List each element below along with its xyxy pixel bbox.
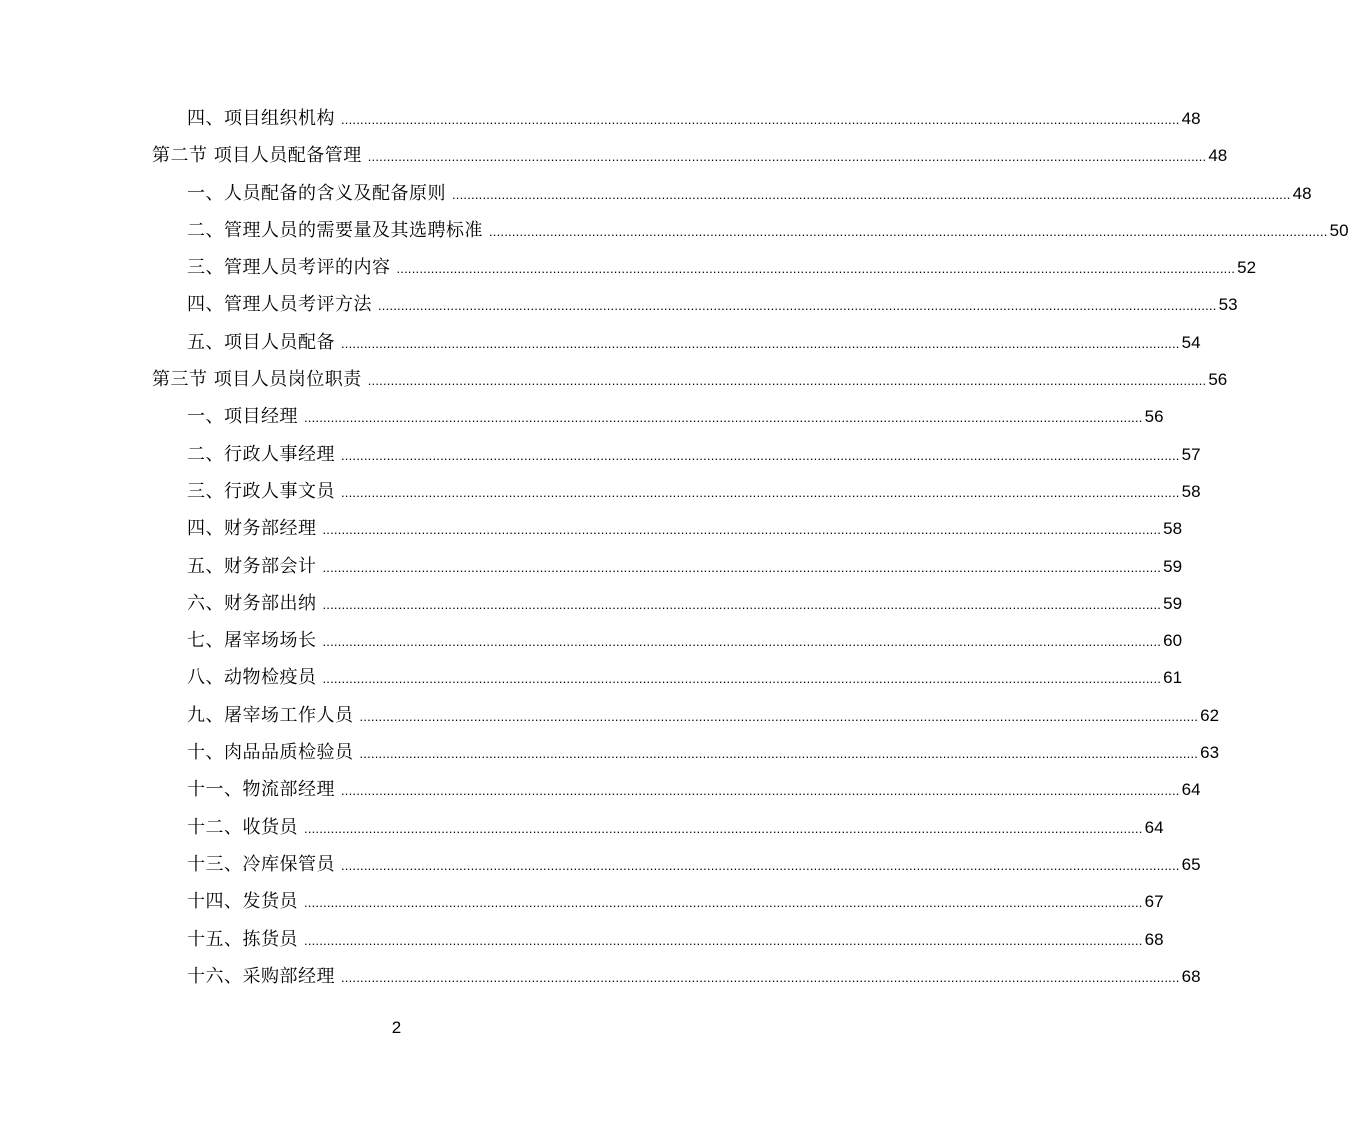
toc-entry[interactable] xyxy=(0,734,1220,771)
toc-dot-leader: ............................................................................................................................................................................................................................ xyxy=(489,223,1328,239)
toc-entry-page-number: 53 xyxy=(1218,295,1238,315)
toc-entry-title: 十一、物流部经理 xyxy=(187,779,335,801)
toc-entry-page-number: 65 xyxy=(1181,854,1201,874)
toc-entry-title: 十二、收货员 xyxy=(187,816,298,838)
toc-dot-leader: ............................................................................................................................................................................................................................ xyxy=(322,634,1162,650)
toc-entry[interactable] xyxy=(0,212,1349,249)
toc-dot-leader: ............................................................................................................................................................................................................................ xyxy=(359,708,1199,724)
toc-entry-page-number: 48 xyxy=(1208,146,1228,166)
toc-entry-title: 十六、采购部经理 xyxy=(187,965,335,987)
toc-entry-page-number: 64 xyxy=(1144,817,1164,837)
toc-entry-title: 一、人员配备的含义及配备原则 xyxy=(187,182,446,204)
toc-dot-leader: ............................................................................................................................................................................................................................ xyxy=(322,671,1162,687)
toc-entry-title: 八、动物检疫员 xyxy=(187,667,317,689)
toc-entry-page-number: 56 xyxy=(1144,407,1164,427)
toc-entry-page-number: 68 xyxy=(1144,929,1164,949)
toc-entry[interactable] xyxy=(0,622,1183,659)
toc-dot-leader: ............................................................................................................................................................................................................................ xyxy=(304,820,1143,836)
toc-dot-leader: ............................................................................................................................................................................................................................ xyxy=(322,559,1162,575)
toc-entry-page-number: 60 xyxy=(1163,631,1183,651)
toc-dot-leader: ............................................................................................................................................................................................................................ xyxy=(341,335,1180,351)
toc-entry-page-number: 58 xyxy=(1163,519,1183,539)
toc-entry-title: 一、项目经理 xyxy=(187,406,298,428)
toc-entry-page-number: 54 xyxy=(1181,332,1201,352)
toc-entry-title: 七、屠宰场场长 xyxy=(187,630,317,652)
toc-dot-leader: ............................................................................................................................................................................................................................ xyxy=(322,596,1162,612)
toc-entry[interactable] xyxy=(0,585,1183,622)
toc-entry[interactable] xyxy=(0,883,1164,920)
toc-entry-title: 第三节 项目人员岗位职责 xyxy=(152,369,362,391)
toc-section-entry[interactable] xyxy=(0,361,1228,398)
toc-entry-page-number: 56 xyxy=(1208,370,1228,390)
toc-entry-page-number: 48 xyxy=(1292,183,1312,203)
toc-entry-title: 十五、拣货员 xyxy=(187,928,298,950)
toc-dot-leader: ............................................................................................................................................................................................................................ xyxy=(396,261,1236,277)
toc-entry-title: 六、财务部出纳 xyxy=(187,592,317,614)
page-number: 2 xyxy=(391,1018,402,1037)
toc-entry-page-number: 67 xyxy=(1144,892,1164,912)
toc-dot-leader: ............................................................................................................................................................................................................................ xyxy=(367,149,1207,165)
toc-entry-title: 五、财务部会计 xyxy=(187,555,317,577)
toc-entry-page-number: 63 xyxy=(1200,743,1220,763)
toc-dot-leader: ............................................................................................................................................................................................................................ xyxy=(341,857,1180,873)
toc-entry[interactable] xyxy=(0,958,1201,995)
toc-entry[interactable] xyxy=(0,510,1183,547)
toc-dot-leader: ............................................................................................................................................................................................................................ xyxy=(452,186,1291,202)
toc-entry-title: 三、行政人事文员 xyxy=(187,480,335,502)
toc-entry-title: 十三、冷库保管员 xyxy=(187,853,335,875)
toc-entry-page-number: 52 xyxy=(1237,258,1257,278)
toc-entry-title: 四、财务部经理 xyxy=(187,518,317,540)
toc-entry-title: 四、项目组织机构 xyxy=(187,108,335,129)
toc-dot-leader: ............................................................................................................................................................................................................................ xyxy=(367,373,1207,389)
toc-dot-leader: ............................................................................................................................................................................................................................ xyxy=(341,447,1180,463)
toc-entry-title: 五、项目人员配备 xyxy=(187,331,335,353)
toc-dot-leader: ............................................................................................................................................................................................................................ xyxy=(359,746,1199,762)
toc-entry-title: 二、管理人员的需要量及其选聘标准 xyxy=(187,219,483,241)
toc-dot-leader: ............................................................................................................................................................................................................................ xyxy=(304,895,1143,911)
toc-entry-page-number: 48 xyxy=(1181,109,1201,128)
toc-entry-page-number: 61 xyxy=(1163,668,1183,688)
toc-entry[interactable] xyxy=(0,697,1220,734)
toc-dot-leader: ............................................................................................................................................................................................................................ xyxy=(341,969,1180,985)
toc-entry-title: 三、管理人员考评的内容 xyxy=(187,257,391,279)
toc-entry[interactable] xyxy=(0,398,1164,435)
toc-entry[interactable] xyxy=(0,436,1201,473)
toc-dot-leader: ............................................................................................................................................................................................................................ xyxy=(322,522,1162,538)
table-of-contents xyxy=(0,100,1349,995)
toc-dot-leader: ............................................................................................................................................................................................................................ xyxy=(304,410,1143,426)
toc-entry[interactable] xyxy=(0,286,1238,323)
toc-dot-leader: ............................................................................................................................................................................................................................ xyxy=(378,298,1217,314)
toc-entry-title: 二、行政人事经理 xyxy=(187,443,335,465)
toc-entry[interactable] xyxy=(0,659,1183,696)
toc-entry[interactable] xyxy=(0,548,1183,585)
toc-dot-leader: ............................................................................................................................................................................................................................ xyxy=(341,484,1180,500)
toc-dot-leader: ............................................................................................................................................................................................................................ xyxy=(304,932,1143,948)
toc-entry[interactable] xyxy=(0,249,1257,286)
toc-entry-page-number: 57 xyxy=(1181,444,1201,464)
toc-entry-page-number: 59 xyxy=(1163,593,1183,613)
toc-entry-title: 十四、发货员 xyxy=(187,891,298,913)
toc-entry-title: 四、管理人员考评方法 xyxy=(187,294,372,316)
toc-entry-title: 九、屠宰场工作人员 xyxy=(187,704,354,726)
toc-entry[interactable] xyxy=(0,473,1201,510)
toc-entry-page-number: 50 xyxy=(1329,220,1349,240)
toc-dot-leader: ............................................................................................................................................................................................................................ xyxy=(341,783,1180,799)
toc-entry-page-number: 62 xyxy=(1200,705,1220,725)
toc-entry[interactable] xyxy=(0,771,1201,808)
toc-section-entry[interactable] xyxy=(0,137,1228,174)
toc-entry-page-number: 59 xyxy=(1163,556,1183,576)
toc-entry[interactable] xyxy=(0,175,1312,212)
toc-entry[interactable] xyxy=(0,324,1201,361)
toc-entry[interactable] xyxy=(0,809,1164,846)
toc-entry[interactable] xyxy=(0,921,1164,958)
toc-entry-page-number: 64 xyxy=(1181,780,1201,800)
toc-entry-title: 十、肉品品质检验员 xyxy=(187,742,354,764)
toc-entry[interactable] xyxy=(0,846,1201,883)
toc-entry[interactable] xyxy=(0,100,1201,137)
toc-entry-page-number: 68 xyxy=(1181,966,1201,986)
toc-dot-leader: ............................................................................................................................................................................................................................ xyxy=(341,112,1180,127)
toc-entry-title: 第二节 项目人员配备管理 xyxy=(152,145,362,167)
toc-entry-page-number: 58 xyxy=(1181,481,1201,501)
